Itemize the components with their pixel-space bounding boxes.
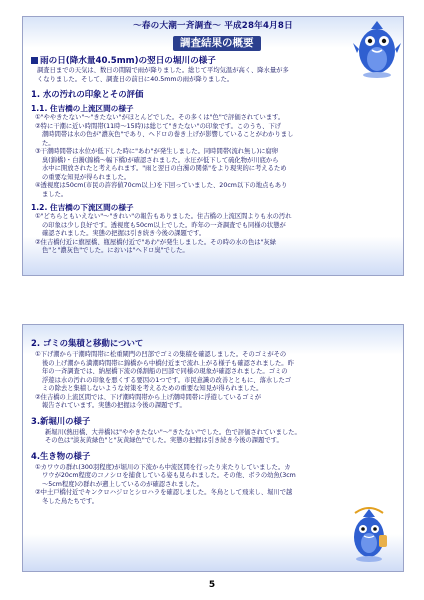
list-item: ②中土戸橋付近でキンクロハジロとシロハラを確認しました。冬鳥として飛来し、堀川で越 [35, 489, 293, 496]
list-item-cont: ました。 [42, 190, 68, 198]
rain-heading: 雨の日(降水量40.5mm)の翌日の堀川の様子 [31, 55, 365, 67]
panel2-content [31, 337, 391, 506]
list-item-cont: 色"と"濃灰色"でした。においは"ヘドロ臭"でした。 [42, 247, 189, 254]
results-badge: 調査結果の概要 [173, 36, 261, 51]
section3-line: 新堀川(熱田橋、大井橋)は"ややきたない"～"きたない"でした。色で評価されていました。 [45, 428, 301, 436]
mascot-bottom-icon [345, 501, 393, 563]
list-item-cont: ワウが20cm程度のコノシロを捕食している姿も見られました。その他、ボラの幼魚(3cm [42, 472, 296, 479]
list-item-cont: 臭(錦橋)・白濁(錦橋～幅下橋)が確認されました。水圧が低下して硫化物が川底から [42, 156, 279, 164]
rain-paragraph-line: くなりました。そして、調査日の前日に40.5mmの雨が降りました。 [37, 75, 234, 83]
square-bullet-icon [31, 57, 38, 64]
page-number: 5 [208, 580, 216, 590]
list-item: ④透視度は50cm(市民の許容値70cm以上)を下回っていました、20cm以下の地点もあり [35, 182, 288, 189]
list-item: ③干潮時間帯は水位が低下した時に"あわ"が発生しました。同時間帯(流れ無し)に腐卵 [35, 148, 279, 155]
list-item-cont: 報告されています。実態の把握は今後の課題です。 [42, 402, 186, 409]
list-item-cont: 浮遊は水の汚れの印象を悪くする要因の1つです。市民意識の改善とともに、落水したゴ [42, 376, 292, 384]
section3-heading: 3.新堀川の様子 [31, 415, 91, 426]
section2-heading: 2. ゴミの集積と移動について [31, 338, 144, 348]
list-item: ①"ややきたない"～"きたない"がほとんどでした。その多くは"色"で評価されています。 [35, 114, 285, 121]
list-item-cont: 確認されました。実態の把握は引き続き今後の課題です。 [42, 230, 206, 237]
section1-heading: 1. 水の汚れの印象とその評価 [31, 89, 144, 99]
list-item-cont: の印象は少し良好です。透視度も50cm以上でした。昨年の一斉調査でも同様の状態が [42, 221, 286, 229]
details-panel [22, 324, 404, 572]
subsection1-2-heading: 1.2. 住吉橋の下流区間の様子 [31, 203, 134, 212]
list-item: ②住吉橋の上流区間では、下げ潮時間帯から上げ潮時間帯に浮遊しているゴミが [35, 393, 262, 401]
rain-paragraph-line: 調査日までの天気は、数日の間隔で雨が降りました。総じて平均気温が高く、降水量が多 [37, 67, 289, 74]
section4-heading: 4.生き物の様子 [31, 450, 91, 461]
subsection1-1-heading: 1.1. 住吉橋の上流区間の様子 [31, 104, 134, 113]
list-item-cont: 冬した鳥たちです。 [42, 497, 99, 505]
list-item-cont: 後の上げ潮から満潮時間帯に錦橋から中橋付近まで流れ上がる様子も確認されました。昨 [42, 359, 294, 367]
list-item-cont: 潮時間帯は水の色が"濃灰色"であり、ヘドロの巻き上げが影響していることがわかりまし [42, 131, 294, 138]
list-item-cont: た。 [42, 139, 55, 147]
panel1-content [31, 55, 365, 256]
list-item-cont: 水中に開放されたと考えられます。"雨と翌日の白濁の関係"をより現実的に考えるため [42, 165, 287, 172]
list-item: ①下げ潮から干潮時間帯に松重閘門の凹部でゴミの集積を確認しました。そのゴミがその [35, 351, 287, 358]
list-item-cont: ～5cm程度)の群れが遡上しているのが確認されました。 [42, 480, 203, 488]
list-item: ②特に干潮に近い時間帯(11時～15時)は総じて"きたない"の印象です。このうち、下げ [35, 122, 281, 130]
list-item: ①"どちらともいえない"～"きれい"の報告もありました。住吉橋の上流区間よりも水の汚れ [35, 213, 292, 220]
list-item: ①カワウの群れ(300羽程度)が堀川の下流から中流区間を行ったり来たりしていました。カ [35, 463, 291, 471]
list-item-cont: ミの除去と集積しないような対策を考えるための重要な知見が得られました。 [42, 385, 263, 392]
survey-title: ～春の大潮一斉調査～ 平成28年4月8日 [133, 21, 293, 31]
list-item-cont: 年の一斉調査では、納屋橋下流の係割船の凹部で同様の現象が確認されました。ゴミの [42, 368, 288, 375]
list-item-cont: の重要な知見が得られました。 [42, 173, 131, 181]
section3-line: その色は"淡灰黄緑色"と"灰黄緑色"でした。実態の把握は引き続き今後の課題です。 [45, 437, 283, 444]
summary-panel [22, 16, 404, 276]
list-item: ②住吉橋付近に旗屋橋、瓶屋橋付近で"あわ"が発生しました。その時の水の色は"灰緑 [35, 238, 277, 246]
